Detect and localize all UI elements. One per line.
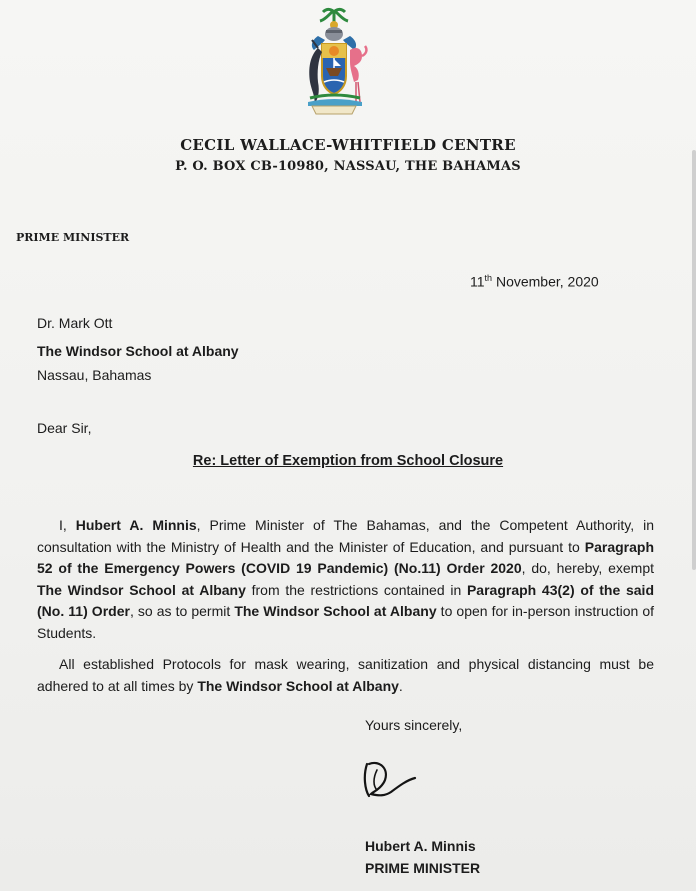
date-day: 11	[470, 273, 485, 290]
body-paragraph-2	[37, 654, 654, 697]
p1-bold-1: Hubert A. Minnis	[75, 517, 197, 533]
p1-bold-2: Paragraph 52 of the Emergency Powers (COVID 19 Pandemic) (No.11) Order 2020	[37, 538, 654, 576]
office-label: PRIME MINISTER	[16, 231, 130, 244]
p1-bold-3: The Windsor School at Albany	[37, 581, 246, 598]
p2-text-2: .	[398, 677, 403, 694]
recipient-school: The Windsor School at Albany	[37, 343, 239, 359]
p1-bold-5: The Windsor School at Albany	[234, 603, 437, 619]
page-edge-shadow	[692, 150, 696, 570]
p2-text-1: All established Protocols for mask wearing, sanitization and physical distancing must be adhered to at all times by	[37, 656, 654, 694]
bahamas-coat-of-arms-icon	[288, 6, 380, 118]
p1-text-6: to open for in-person instruction of Students.	[37, 603, 655, 641]
p2-bold-1: The Windsor School at Albany	[197, 677, 399, 694]
subject-line: Re: Letter of Exemption from School Closure	[192, 453, 504, 469]
recipient-location: Nassau, Bahamas	[37, 367, 152, 383]
date-suffix: th	[484, 273, 493, 283]
recipient-name: Dr. Mark Ott	[37, 315, 113, 331]
p1-text-5: , so as to permit	[129, 603, 235, 619]
handwritten-signature-icon	[355, 756, 425, 806]
salutation: Dear Sir,	[37, 420, 92, 436]
date-rest: November, 2020	[492, 273, 599, 290]
p1-text-1: I,	[59, 517, 76, 533]
signatory-name: Hubert A. Minnis	[365, 838, 476, 854]
letterhead-building: CECIL WALLACE-WHITFIELD CENTRE	[180, 136, 516, 154]
letterhead-address: P. O. BOX CB-10980, NASSAU, THE BAHAMAS	[175, 159, 521, 174]
p1-bold-4: Paragraph 43(2) of the said (No. 11) Order	[37, 581, 654, 619]
p1-text-4: from the restrictions contained in	[245, 581, 467, 598]
letter-date	[470, 273, 599, 290]
p1-text-3: , do, hereby, exempt	[521, 560, 654, 576]
body-paragraph-1	[37, 515, 654, 644]
p1-text-2: , Prime Minister of The Bahamas, and the Competent Authority, in consultation with the Ministry of Health and the Minister of Education, and pursuant to	[37, 517, 655, 555]
closing: Yours sincerely,	[365, 717, 463, 733]
signatory-title: PRIME MINISTER	[365, 860, 481, 876]
